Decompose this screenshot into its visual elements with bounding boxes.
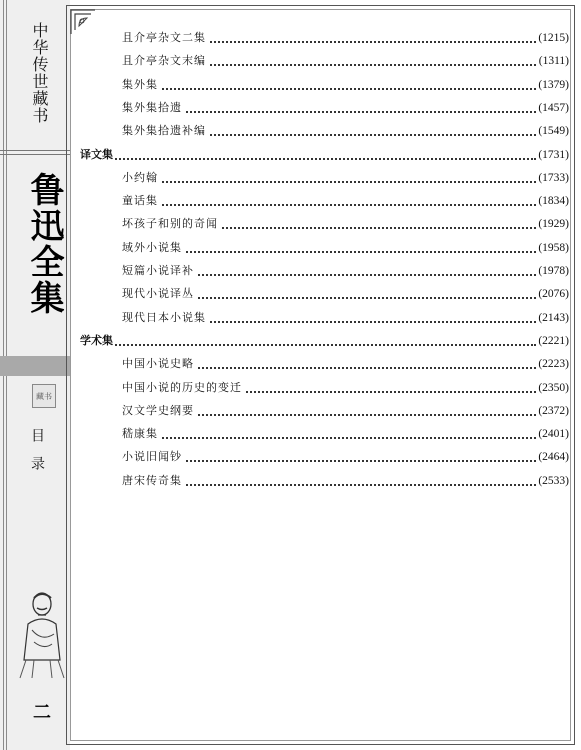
leader-dots <box>122 88 536 90</box>
toc-entry <box>0 167 581 189</box>
toc-entry <box>0 470 581 492</box>
toc-label: 目录 <box>29 428 45 484</box>
toc-page: (1379) <box>536 74 569 96</box>
toc-page: (2143) <box>536 307 569 329</box>
toc-page: (2223) <box>536 353 569 375</box>
leader-dots <box>122 460 536 462</box>
leader-dots <box>122 111 536 113</box>
page-number: 二 <box>33 702 51 723</box>
leader-dots <box>80 158 536 160</box>
series-title: 中华传世藏书 <box>30 22 49 124</box>
toc-page: (2401) <box>536 423 569 445</box>
toc-title: 小说旧闻钞 <box>122 446 184 468</box>
toc-entry <box>0 50 581 72</box>
toc-title: 现代日本小说集 <box>122 307 208 329</box>
toc-entry <box>0 27 581 49</box>
toc-title: 集外集 <box>122 74 160 96</box>
toc-section <box>0 144 581 166</box>
leader-dots <box>122 437 536 439</box>
toc-title: 集外集拾遗补编 <box>122 120 208 142</box>
toc-page: (1731) <box>536 144 569 166</box>
seal-icon: 藏书 <box>32 384 56 408</box>
toc-title: 学术集 <box>80 330 115 352</box>
leader-dots <box>122 251 536 253</box>
toc-title: 小约翰 <box>122 167 160 189</box>
toc-entry <box>0 213 581 235</box>
toc-page: (2221) <box>536 330 569 352</box>
toc-page: (2372) <box>536 400 569 422</box>
toc-page: (1457) <box>536 97 569 119</box>
toc-title: 短篇小说译补 <box>122 260 196 282</box>
toc-title: 童话集 <box>122 190 160 212</box>
leader-dots <box>122 204 536 206</box>
leader-dots <box>80 344 536 346</box>
toc-entry <box>0 446 581 468</box>
toc-page: (2076) <box>536 283 569 305</box>
toc-page: (1834) <box>536 190 569 212</box>
toc-page: (2464) <box>536 446 569 468</box>
toc-page: (1929) <box>536 213 569 235</box>
toc-title: 集外集拾遗 <box>122 97 184 119</box>
toc-entry <box>0 377 581 399</box>
portrait-icon <box>14 590 68 680</box>
toc-page: (1549) <box>536 120 569 142</box>
toc-entry <box>0 423 581 445</box>
toc-entry <box>0 74 581 96</box>
toc-page: (1978) <box>536 260 569 282</box>
toc-page: (1215) <box>536 27 569 49</box>
toc-page: (1958) <box>536 237 569 259</box>
toc-title: 且介亭杂文二集 <box>122 27 208 49</box>
leader-dots <box>122 181 536 183</box>
toc-title: 中国小说的历史的变迁 <box>122 377 244 399</box>
toc-entry <box>0 283 581 305</box>
toc-title: 且介亭杂文末编 <box>122 50 208 72</box>
toc-entry <box>0 307 581 329</box>
toc-entry <box>0 120 581 142</box>
toc-page: (1733) <box>536 167 569 189</box>
toc-title: 译文集 <box>80 144 115 166</box>
toc-title: 唐宋传奇集 <box>122 470 184 492</box>
toc-entry <box>0 237 581 259</box>
toc-entry <box>0 260 581 282</box>
book-title: 鲁迅全集 <box>24 172 64 316</box>
toc-page: (1311) <box>537 50 569 72</box>
toc-entry <box>0 97 581 119</box>
toc-entry <box>0 353 581 375</box>
toc-section <box>0 330 581 352</box>
toc-title: 现代小说译丛 <box>122 283 196 305</box>
toc-title: 汉文学史纲要 <box>122 400 196 422</box>
toc-title: 域外小说集 <box>122 237 184 259</box>
toc-title: 中国小说史略 <box>122 353 196 375</box>
toc-entry <box>0 190 581 212</box>
toc-title: 坏孩子和别的奇闻 <box>122 213 220 235</box>
toc-title: 嵇康集 <box>122 423 160 445</box>
toc-entry <box>0 400 581 422</box>
leader-dots <box>122 484 536 486</box>
toc-page: (2350) <box>536 377 569 399</box>
toc-page: (2533) <box>536 470 569 492</box>
